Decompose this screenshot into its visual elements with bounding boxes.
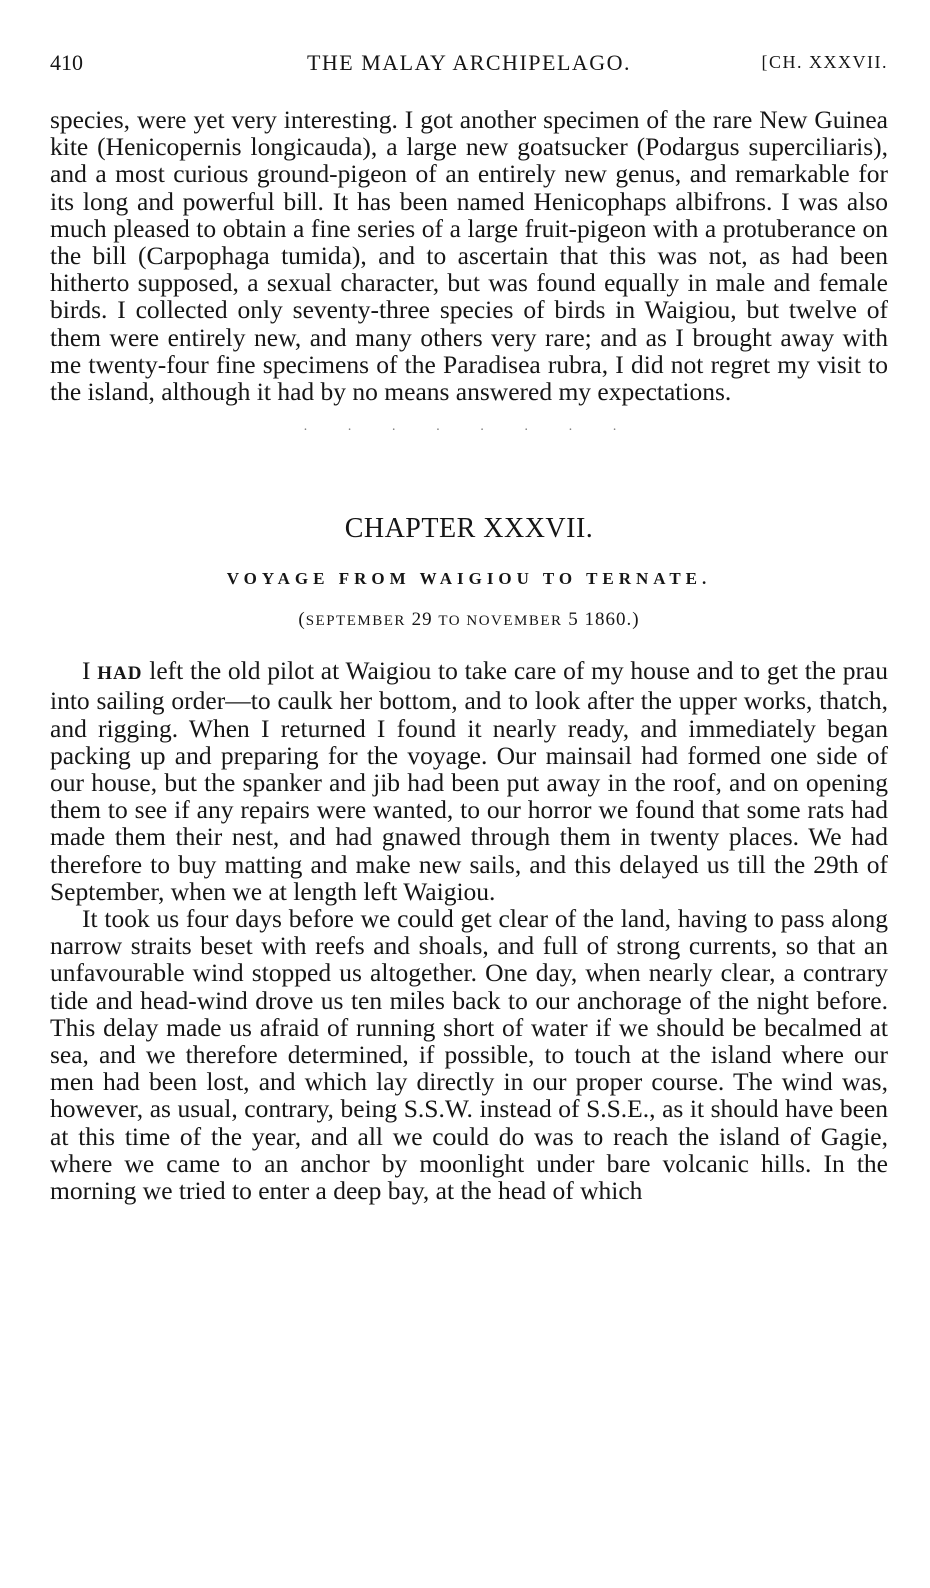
paragraph-1-text: left the old pilot at Waigiou to take care of my house and to get the prau into sailing order—to caulk her bottom, and to look after the upper works, thatch, and rigging. When I returned I found it nearly ready, and immediately began packing up and preparing for the voyage. Our mainsail had formed one side of our house, but the spanker and jib had been put away in the roof, and on opening them to see if any repairs were wanted, to our horror we found that some rats had made them their nest, and had gnawed through them in twenty places. We had therefore to buy matting and make new sails, and this delayed us till the 29th of September, when we at length left Waigiou. [50, 656, 889, 906]
running-head [50, 40, 888, 84]
lead-small-caps: HAD [97, 663, 143, 685]
continued-paragraph: species, were yet very interesting. I got another specimen of the rare New Guinea kite (Henicopernis longicauda), a large new goatsucker (Podargus superciliaris), and a most curious ground-pigeon of an entirely new genus, and remarkable for its long and powerful bill. It has been named Henicophaps albifrons. I was also much pleased to obtain a fine series of a large fruit-pigeon with a protuberance on the bill (Carpophaga tumida), and to ascertain that this was not, as had been hitherto supposed, a sexual character, but was found equally in male and female birds. I collected only seventy-three species of birds in Waigiou, but twelve of them were entirely new, and many others very rare; and as I brought away with me twenty-four fine specimens of the Paradisea rubra, I did not regret my visit to the island, although it had by no means answered my expectations. [50, 105, 888, 407]
dates-month-end: NOVEMBER [461, 613, 563, 630]
book-title: THE MALAY ARCHIPELAGO. [306, 50, 632, 75]
dates-day-start: 29 [405, 609, 439, 631]
chapter-paragraph-1 [50, 657, 888, 905]
dates-to: TO [438, 613, 462, 630]
chapter-paragraph-2: It took us four days before we could get clear of the land, having to pass along narrow straits beset with reefs and shoals, and full of strong currents, so that an unfavourable wind stopped us altogether. One day, when nearly clear, a contrary tide and head-wind drove us ten miles back to our anchorage of the night before. This delay made us afraid of running short of water if we should be becalmed at sea, and we therefore determined, if possible, to touch at the island where our men had been lost, and which lay directly in our proper course. The wind was, however, as usual, contrary, being S.S.W. instead of S.S.E., as it should have been at this time of the year, and all we could do was to reach the island of Gagie, where we came to an anchor by moonlight under bare volcanic hills. In the morning we tried to enter a deep bay, at the head of which [50, 904, 888, 1206]
chapter-dates [50, 609, 888, 631]
section-divider: · · · · · · · · [303, 423, 635, 439]
lead-initial: I [82, 656, 98, 686]
chapter-heading: CHAPTER XXXVII. [344, 513, 594, 545]
dates-month-start: SEPTEMBER [305, 613, 406, 630]
page-number: 410 [50, 50, 83, 75]
dates-open-paren: ( [298, 609, 306, 631]
chapter-subtitle: VOYAGE FROM WAIGIOU TO TERNATE. [226, 569, 712, 589]
book-page [50, 40, 888, 1204]
chapter-reference: [CH. XXXVII. [761, 52, 888, 72]
chapter-body [50, 657, 888, 1204]
dates-day-year-end: 5 1860.) [562, 609, 640, 631]
